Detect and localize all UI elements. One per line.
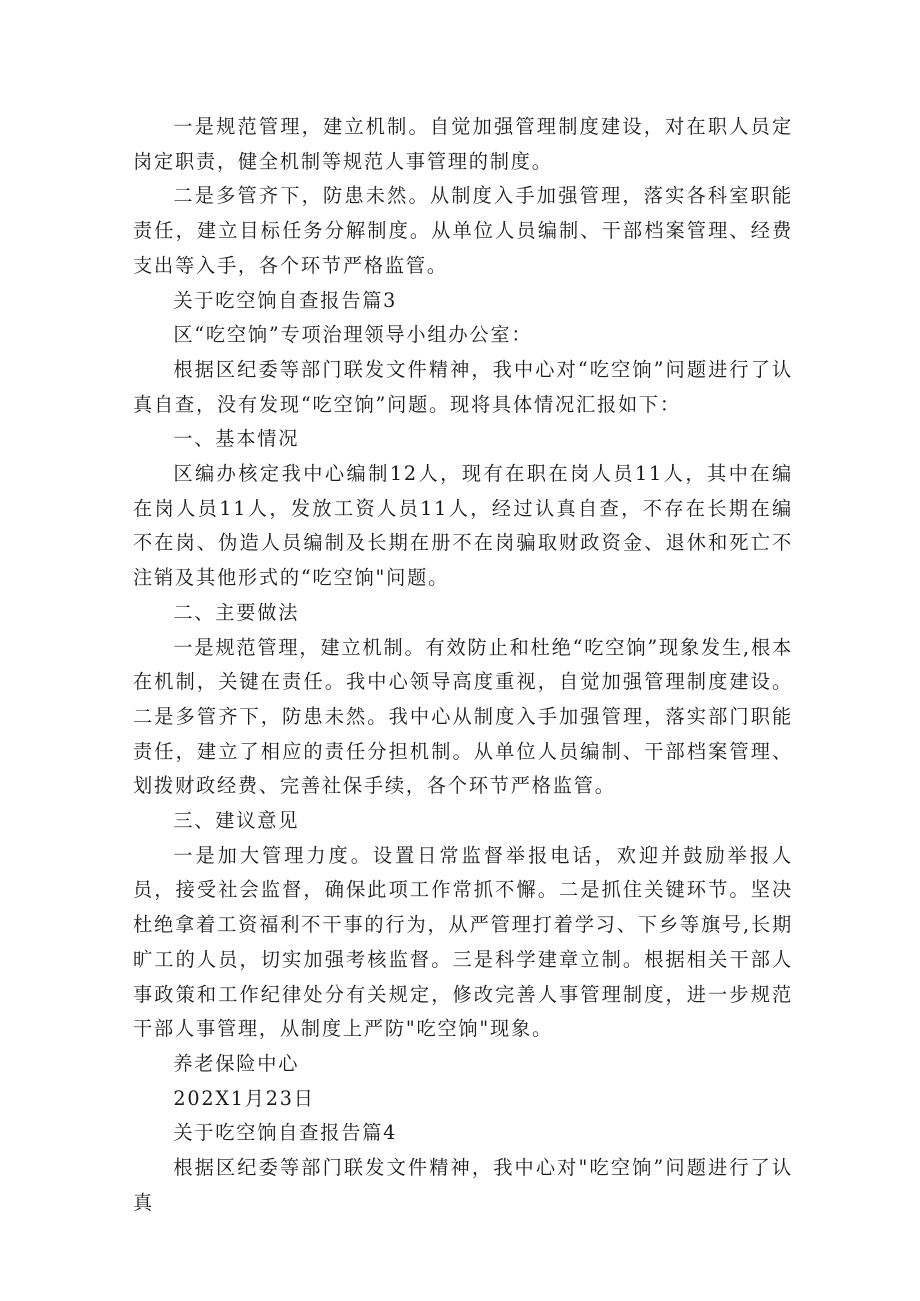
heading-basic-situation: 一、基本情况 [173, 427, 300, 451]
document-body [133, 110, 793, 1221]
paragraph-intro: 根据区纪委等部门联发文件精神，我中心对“吃空饷”问题进行了认真自查，没有发现“吃空饷”问题。现将具体情况汇报如下： [133, 357, 793, 416]
section-title-report-3: 关于吃空饷自查报告篇3 [173, 288, 398, 312]
heading-suggestions: 三、建议意见 [173, 809, 300, 833]
paragraph-management-mechanism: 一是规范管理，建立机制。自觉加强管理制度建设，对在职人员定岗定职责，健全机制等规范人事管理的制度。 [133, 115, 793, 173]
heading-main-practices: 二、主要做法 [173, 600, 300, 624]
addressee-line: 区“吃空饷”专项治理领导小组办公室： [173, 323, 533, 347]
signature-organization: 养老保险中心 [173, 1051, 300, 1075]
paragraph-multi-pronged: 二是多管齐下，防患未然。从制度入手加强管理，落实各科室职能责任，建立目标任务分解制度。从单位人员编制、干部档案管理、经费支出等入手，各个环节严格监管。 [133, 184, 793, 277]
paragraph-suggestions: 一是加大管理力度。设置日常监督举报电话，欢迎并鼓励举报人员，接受社会监督，确保此项工作常抓不懈。二是抓住关键环节。坚决杜绝拿着工资福利不干事的行为，从严管理打着学习、下乡等旗号,长期旷工的人员，切实加强考核监督。三是科学建章立制。根据相关干部人事政策和工作纪律处分有关规定，修改完善人事管理制度，进一步规范干部人事管理，从制度上严防"吃空饷"现象。 [133, 843, 793, 1041]
paragraph-main-practices: 一是规范管理，建立机制。有效防止和杜绝“吃空饷”现象发生,根本在机制，关键在责任。我中心领导高度重视，自觉加强管理制度建设。二是多管齐下，防患未然。我中心从制度入手加强管理，落实部门职能责任，建立了相应的责任分担机制。从单位人员编制、干部档案管理、划拨财政经费、完善社保手续，各个环节严格监管。 [133, 635, 793, 798]
paragraph-report-4-intro: 根据区纪委等部门联发文件精神，我中心对"吃空饷”问题进行了认真 [133, 1156, 793, 1214]
signature-date: 202X1月23日 [173, 1086, 315, 1110]
section-title-report-4: 关于吃空饷自查报告篇4 [173, 1121, 398, 1145]
paragraph-basic-situation: 区编办核定我中心编制12人，现有在职在岗人员11人，其中在编在岗人员11人，发放工资人员11人，经过认真自查，不存在长期在编不在岗、伪造人员编制及长期在册不在岗骗取财政资金、退休和死亡不注销及其他形式的“吃空饷"问题。 [133, 462, 793, 590]
